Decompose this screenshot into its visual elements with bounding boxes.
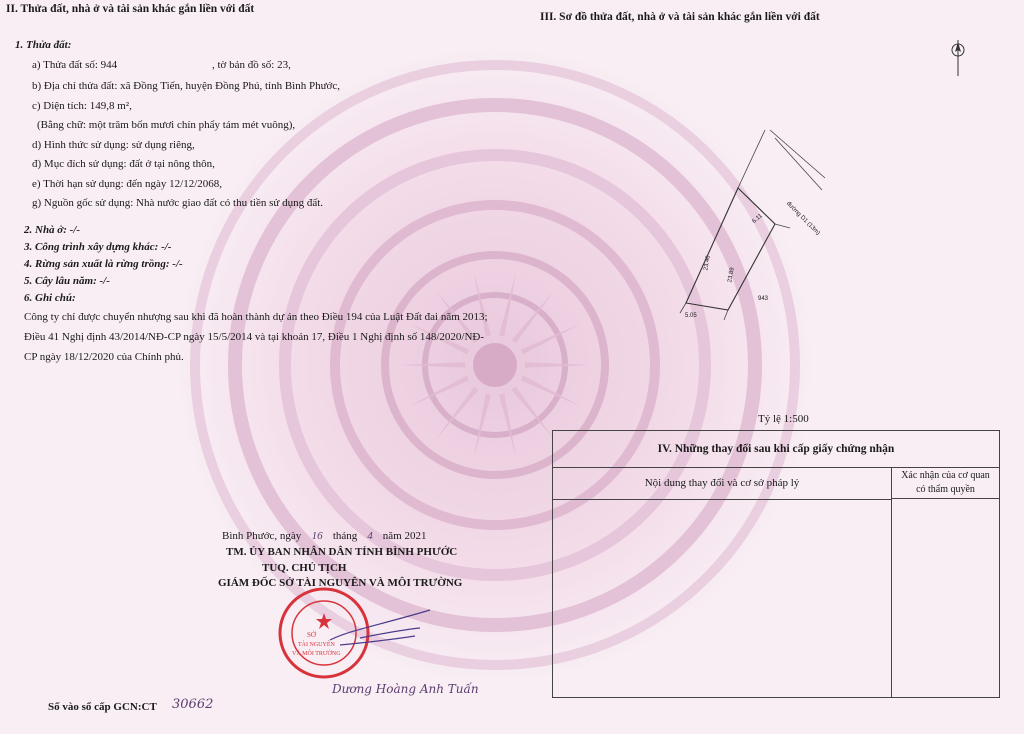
road-label: đường D1 (13m) [784, 200, 821, 237]
section-4-heading: IV. Những thay đổi sau khi cấp giấy chứng nhận [553, 431, 999, 468]
changes-confirm-header-line1: Xác nhận của cơ quan [901, 470, 990, 481]
signing-role-line2: GIÁM ĐỐC SỞ TÀI NGUYÊN VÀ MÔI TRƯỜNG [218, 577, 463, 589]
signing-place: Bình Phước, ngày [222, 530, 302, 542]
parcel-number: a) Thửa đất số: 944 [32, 59, 118, 71]
section-3-heading: III. Sơ đồ thửa đất, nhà ở và tài sản khác gắn liền với đất [540, 11, 820, 23]
table-divider [891, 499, 892, 697]
signing-role-line1: TUQ. CHỦ TỊCH [262, 562, 347, 574]
changes-table [552, 430, 1000, 698]
signing-year: năm 2021 [382, 530, 427, 542]
perennial-heading: 5. Cây lâu năm: -/- [24, 275, 110, 287]
stamp-text-2: TÀI NGUYÊN [298, 642, 335, 648]
notes-heading: 6. Ghi chú: [24, 292, 76, 304]
changes-confirm-header-line2: có thẩm quyền [916, 484, 975, 495]
signing-month-word: tháng [332, 530, 358, 542]
parcel-area-words: (Bằng chữ: một trăm bốn mươi chín phẩy tám mét vuông), [37, 119, 296, 131]
signing-organization: TM. ỦY BAN NHÂN DÂN TỈNH BÌNH PHƯỚC [226, 546, 458, 558]
parcel-address: b) Địa chỉ thửa đất: xã Đồng Tiến, huyện Đồng Phú, tỉnh Bình Phước, [32, 80, 341, 92]
changes-content-header: Nội dung thay đổi và cơ sở pháp lý [553, 467, 892, 500]
north-arrow-icon [948, 38, 968, 78]
signer-name: Dương Hoàng Anh Tuấn [332, 682, 479, 696]
usage-form: d) Hình thức sử dụng: sử dụng riêng, [32, 139, 195, 151]
usage-purpose: đ) Mục đích sử dụng: đất ở tại nông thôn, [32, 158, 215, 170]
notes-text: Công ty chỉ được chuyển nhượng sau khi đã hoàn thành dự án theo Điều 194 của Luật Đất đai năm 2013; Điều 41 Nghị định 43/2014/NĐ-CP ngày 15/5/2014 và tại khoản 17, Điều 1 Nghị định số 148/2020/NĐ-CP ngày 18/12/2020 của Chính phủ. [24, 311, 488, 363]
registry-label: Số vào sổ cấp GCN:CT [48, 701, 157, 713]
handwritten-signature [320, 600, 440, 660]
dimension-bottom: 5.05 [685, 313, 697, 319]
signing-place-date [222, 529, 426, 543]
other-construction-heading: 3. Công trình xây dựng khác: -/- [24, 241, 172, 253]
dimension-right: 23.89 [727, 267, 736, 283]
section-2-heading: II. Thửa đất, nhà ở và tài sản khác gắn liền với đất [6, 3, 255, 15]
dimension-top: 6.11 [751, 213, 764, 225]
dimension-left: 23.46 [703, 255, 712, 271]
parcel-area: c) Diện tích: 149,8 m², [32, 100, 132, 112]
registry-number: 30662 [172, 697, 214, 712]
forest-heading: 4. Rừng sản xuất là rừng trồng: -/- [24, 258, 183, 270]
stamp-text-1: SỞ [307, 631, 316, 639]
land-heading: 1. Thửa đất: [15, 39, 72, 51]
signing-month: 4 [367, 530, 373, 542]
usage-term: e) Thời hạn sử dụng: đến ngày 12/12/2068, [32, 178, 222, 190]
usage-origin: g) Nguồn gốc sử dụng: Nhà nước giao đất có thu tiền sử dụng đất. [32, 197, 324, 209]
signing-day: 16 [311, 530, 323, 542]
neighbor-parcel-number: 943 [758, 296, 769, 302]
changes-confirm-header [892, 467, 999, 499]
stamp-text-3: VÀ MÔI TRƯỜNG [292, 651, 341, 657]
house-heading: 2. Nhà ở: -/- [24, 224, 81, 236]
plot-scale: Tỷ lệ 1:500 [758, 413, 809, 425]
map-sheet-number: , tờ bản đồ số: 23, [212, 59, 291, 71]
